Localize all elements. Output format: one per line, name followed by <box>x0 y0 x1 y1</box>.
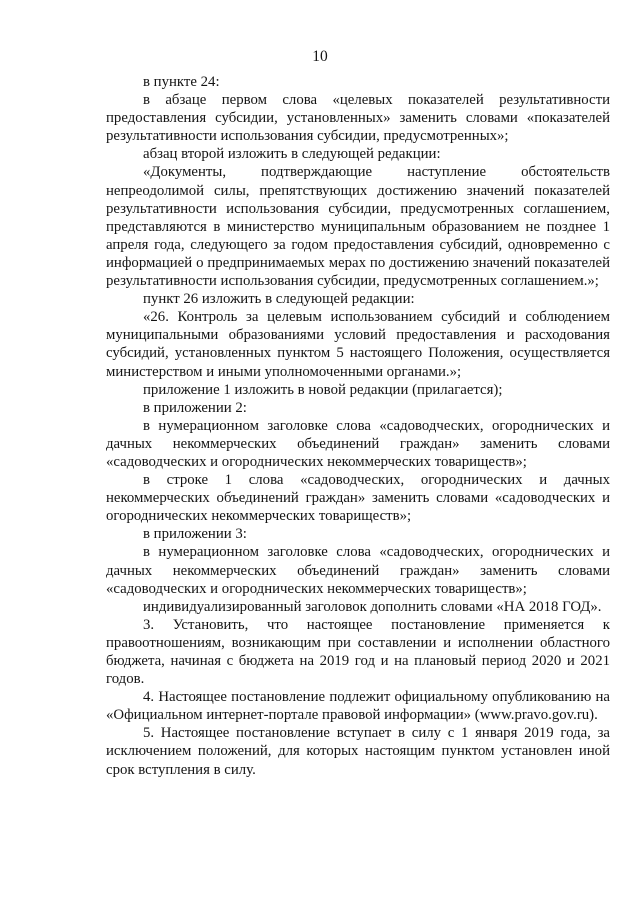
paragraph-appendix-2-header-change: в нумерационном заголовке слова «садоводческих, огороднических и дачных некоммерческих объединений граждан» заменить словами «садоводческих и огороднических некоммерческих товариществ»; <box>106 417 610 470</box>
paragraph-appendix-2-intro: в приложении 2: <box>143 399 247 416</box>
paragraph-appendix-2-row-1-change: в строке 1 слова «садоводческих, огороднических и дачных некоммерческих объединений граждан» заменить словами «садоводческих и огороднических некоммерческих товариществ»; <box>106 472 610 525</box>
page-number: 10 <box>312 48 328 65</box>
paragraph-appendix-1: приложение 1 изложить в новой редакции (прилагается); <box>143 381 503 398</box>
paragraph-first-abzac-change: в абзаце первом слова «целевых показателей результативности предоставления субсидии, установленных» заменить словами «показателей результативности использования субсидии, предусмотренных»; <box>106 92 610 145</box>
paragraph-documents-quote: «Документы, подтверждающие наступление обстоятельств непреодолимой силы, препятствующих достижению значений показателей результативности использования субсидии, предусмотренных соглашением, представляются в министерство муниципальным образованием не позднее 1 апреля года, следующего за годом предоставления субсидий, одновременно с информацией о предпринимаемых мерах по достижению значений показателей результативности использования субсидии, предусмотренных соглашением.»; <box>106 164 610 290</box>
paragraph-clause-3: 3. Установить, что настоящее постановление применяется к правоотношениям, возникающим при составлении и исполнении областного бюджета, начиная с бюджета на 2019 год и на плановый период 2020 и 2021 годов. <box>106 616 610 688</box>
paragraph-item-24-intro: в пункте 24: <box>143 74 220 90</box>
paragraph-clause-5: 5. Настоящее постановление вступает в силу с 1 января 2019 года, за исключением положений, для которых настоящим пунктом установлен иной срок вступления в силу. <box>106 725 610 778</box>
paragraph-appendix-3-intro: в приложении 3: <box>143 526 247 543</box>
document-body <box>106 73 610 779</box>
paragraph-item-26-intro: пункт 26 изложить в следующей редакции: <box>143 291 415 308</box>
paragraph-clause-4: 4. Настоящее постановление подлежит официальному опубликованию на «Официальном интернет-портале правовой информации» (www.pravo.gov.ru). <box>106 689 610 724</box>
paragraph-heading-addition: индивидуализированный заголовок дополнить словами «НА 2018 ГОД». <box>143 598 602 615</box>
paragraph-appendix-3-header-change: в нумерационном заголовке слова «садоводческих, огороднических и дачных некоммерческих объединений граждан» заменить словами «садоводческих и огороднических некоммерческих товариществ»; <box>106 544 610 597</box>
paragraph-second-abzac-intro: абзац второй изложить в следующей редакции: <box>143 146 441 163</box>
paragraph-item-26-quote: «26. Контроль за целевым использованием субсидий и соблюдением муниципальными образованиями условий предоставления и расходования субсидий, установленных пунктом 5 настоящего Положения, осуществляется министерством и иными уполномоченными органами.»; <box>106 309 610 380</box>
